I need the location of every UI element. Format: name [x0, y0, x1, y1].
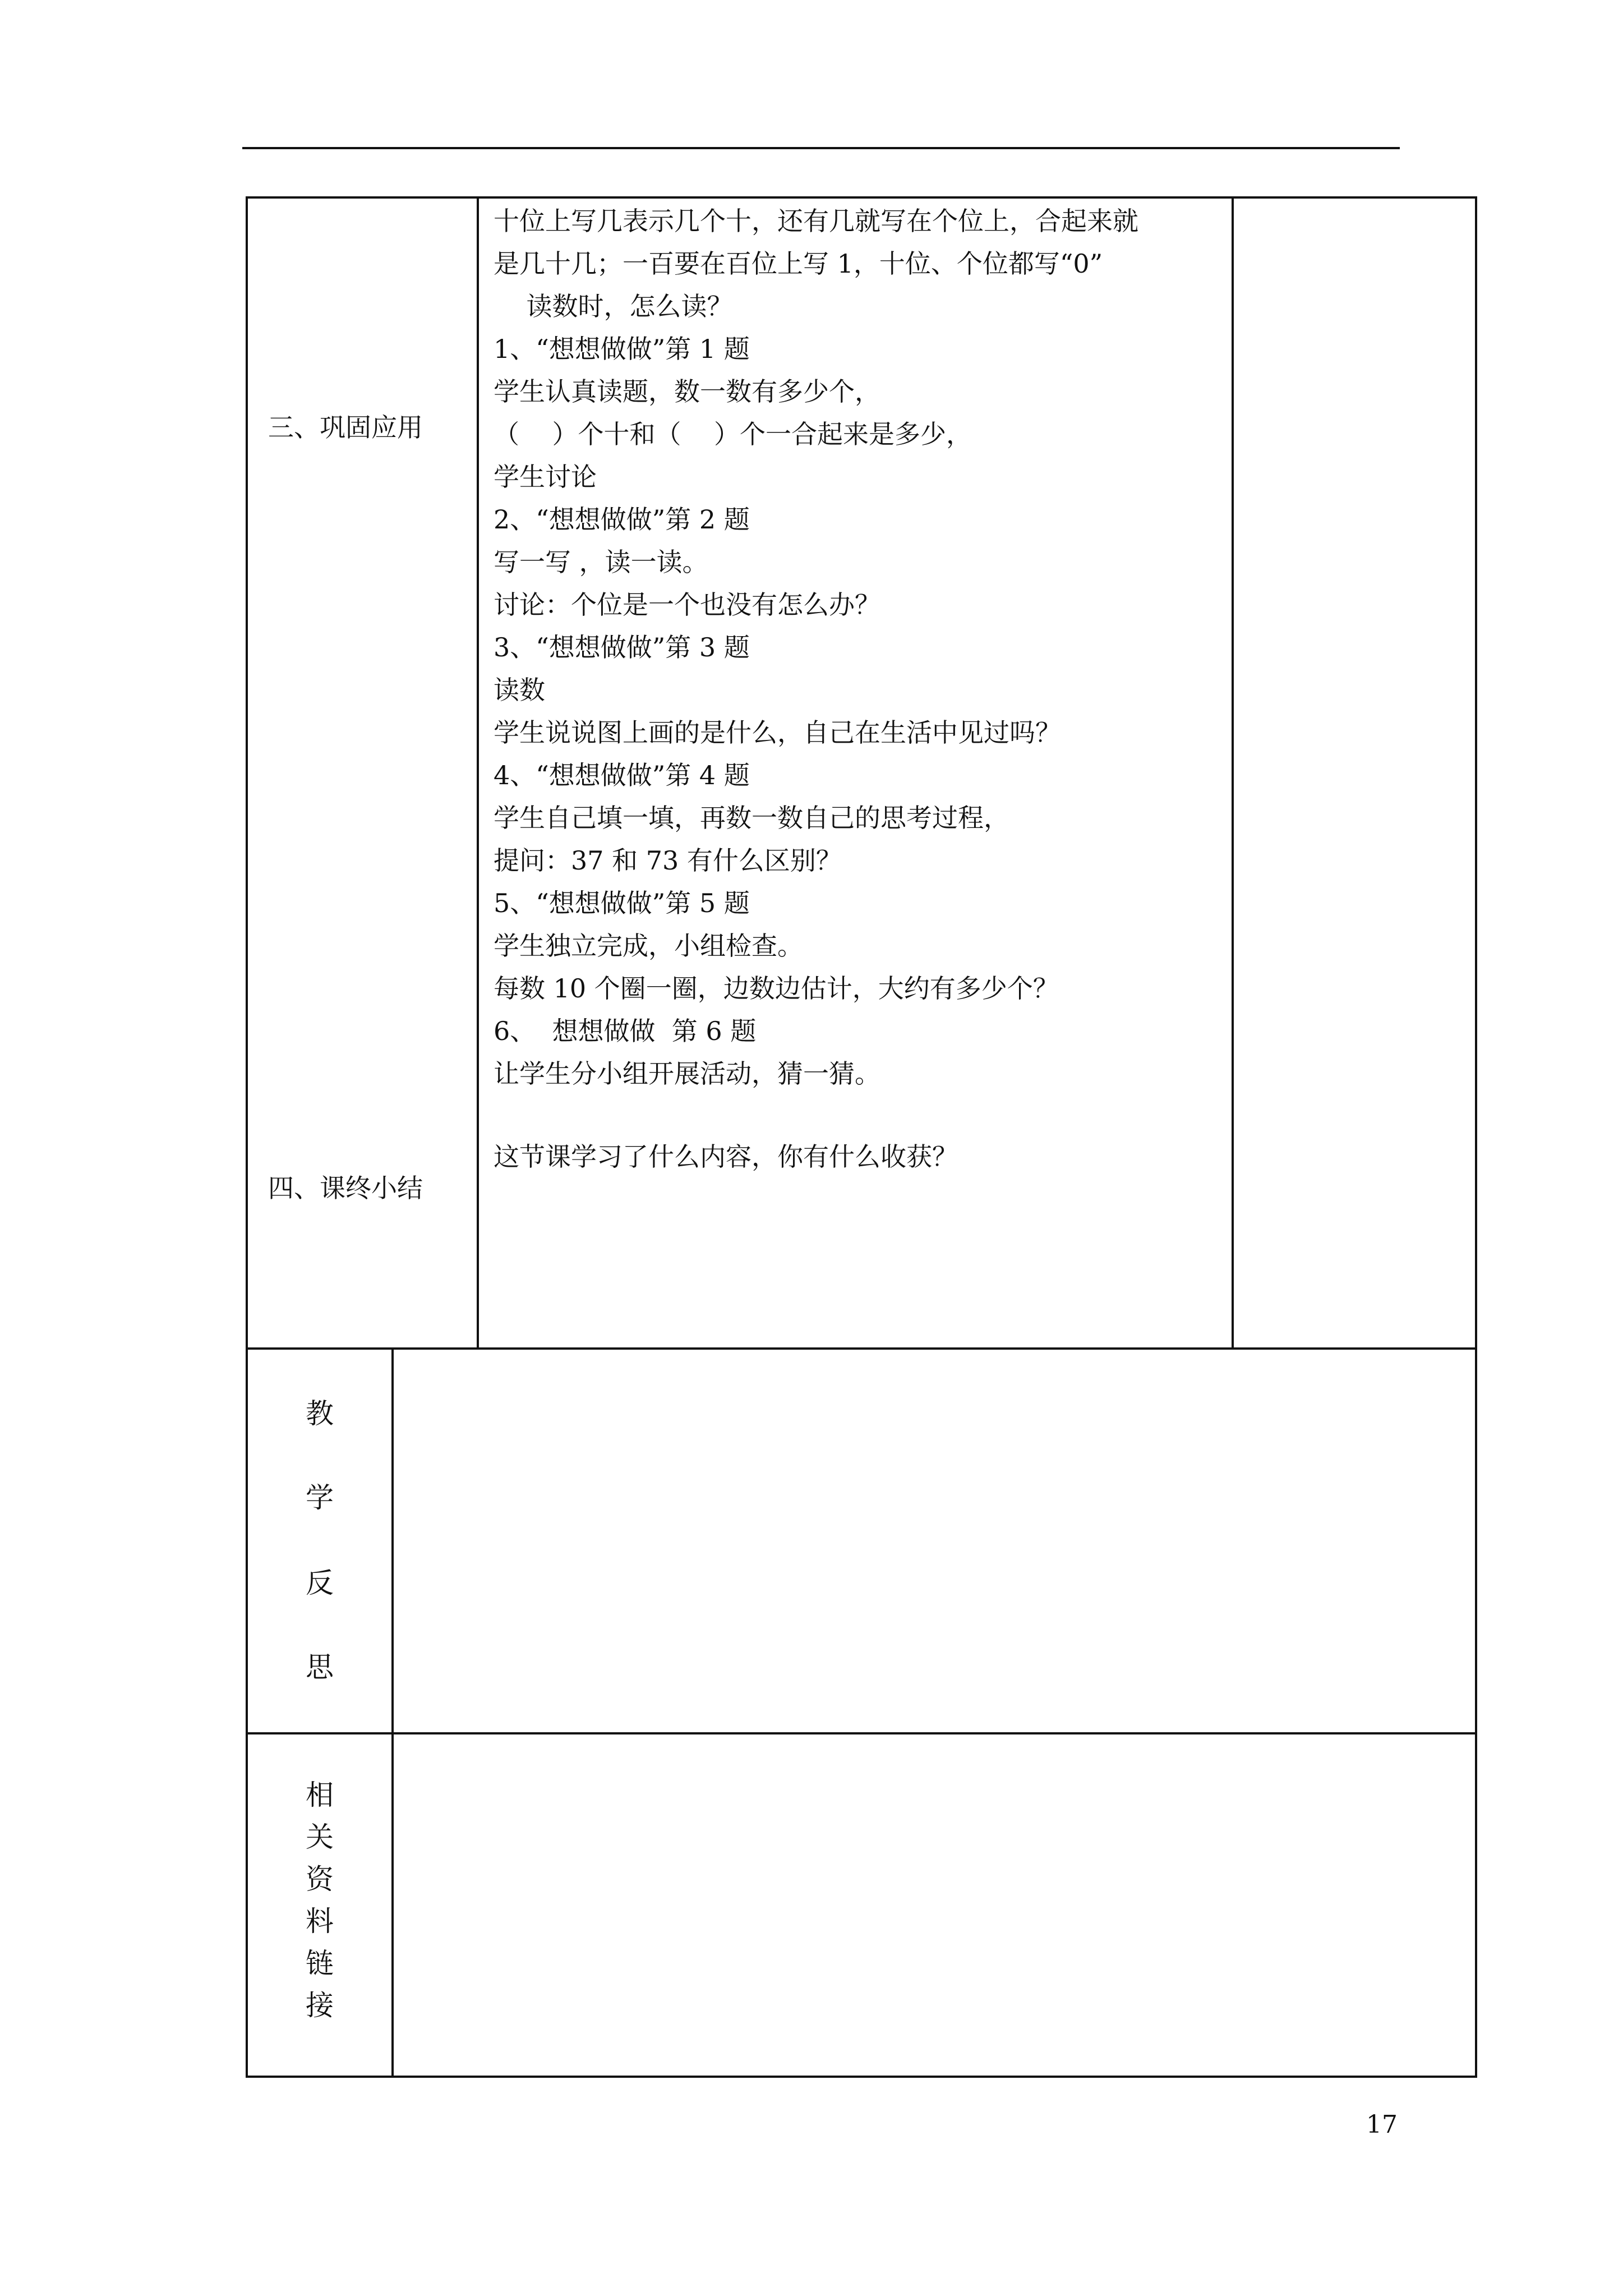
- content-line: 3、“想想做做”第 3 题: [494, 632, 750, 662]
- content-line: 十位上写几表示几个十，还有几就写在个位上，合起来就: [494, 206, 1138, 236]
- resources-char: 料: [306, 1905, 334, 1938]
- summary-line: 这节课学习了什么内容，你有什么收获？: [494, 1142, 958, 1172]
- row-divider-1: [246, 1347, 1477, 1350]
- content-line: 学生独立完成，小组检查。: [494, 931, 803, 961]
- content-line: 让学生分小组开展活动，猜一猜。: [494, 1059, 880, 1089]
- content-line: 5、“想想做做”第 5 题: [494, 888, 750, 918]
- section-label-summary: 四、课终小结: [268, 1173, 423, 1203]
- content-line: 讨论：个位是一个也没有怎么办？: [494, 590, 880, 620]
- reflection-char: 思: [306, 1651, 334, 1683]
- col-divider-label: [477, 196, 479, 1349]
- content-line: 读数: [494, 675, 545, 705]
- header-rule: [242, 147, 1400, 149]
- content-line: 读数时，怎么读？: [494, 291, 733, 321]
- section-label-consolidate: 三、巩固应用: [268, 412, 423, 443]
- row-divider-2: [246, 1732, 1477, 1734]
- table-right-border: [1475, 196, 1477, 2078]
- table-bottom-border: [246, 2076, 1477, 2078]
- resources-char: 资: [306, 1863, 334, 1895]
- reflection-char: 教: [306, 1397, 334, 1430]
- content-line: 学生讨论: [494, 462, 597, 492]
- page-number: 17: [1366, 2110, 1398, 2139]
- content-line: 学生自己填一填，再数一数自己的思考过程，: [494, 803, 1009, 833]
- content-line: （ ）个十和（ ）个一合起来是多少，: [494, 419, 972, 449]
- table-left-border: [246, 196, 248, 2078]
- col-divider-notes: [1232, 196, 1234, 1349]
- content-line: 1、“想想做做”第 1 题: [494, 334, 750, 364]
- content-line: 2、“想想做做”第 2 题: [494, 504, 750, 535]
- content-line: 每数 10 个圈一圈，边数边估计，大约有多少个？: [494, 973, 1059, 1004]
- resources-char: 关: [306, 1821, 334, 1853]
- content-line: 提问：37 和 73 有什么区别？: [494, 845, 842, 876]
- content-line: 6、 想想做做 第 6 题: [494, 1016, 757, 1046]
- content-line: 学生说说图上画的是什么，自己在生活中见过吗？: [494, 717, 1061, 748]
- resources-char: 链: [306, 1947, 334, 1980]
- content-line: 写一写 ，读一读。: [494, 547, 708, 577]
- table-top-border: [246, 196, 1477, 199]
- content-line: 4、“想想做做”第 4 题: [494, 760, 750, 790]
- col-divider-reflection: [391, 1347, 394, 2078]
- content-line: 是几十几；一百要在百位上写 1，十位、个位都写“0”: [494, 249, 1103, 279]
- resources-char: 接: [306, 1989, 334, 2022]
- resources-char: 相: [306, 1779, 334, 1811]
- content-line: 学生认真读题，数一数有多少个，: [494, 376, 880, 407]
- reflection-char: 学: [306, 1481, 334, 1514]
- reflection-char: 反: [306, 1567, 334, 1599]
